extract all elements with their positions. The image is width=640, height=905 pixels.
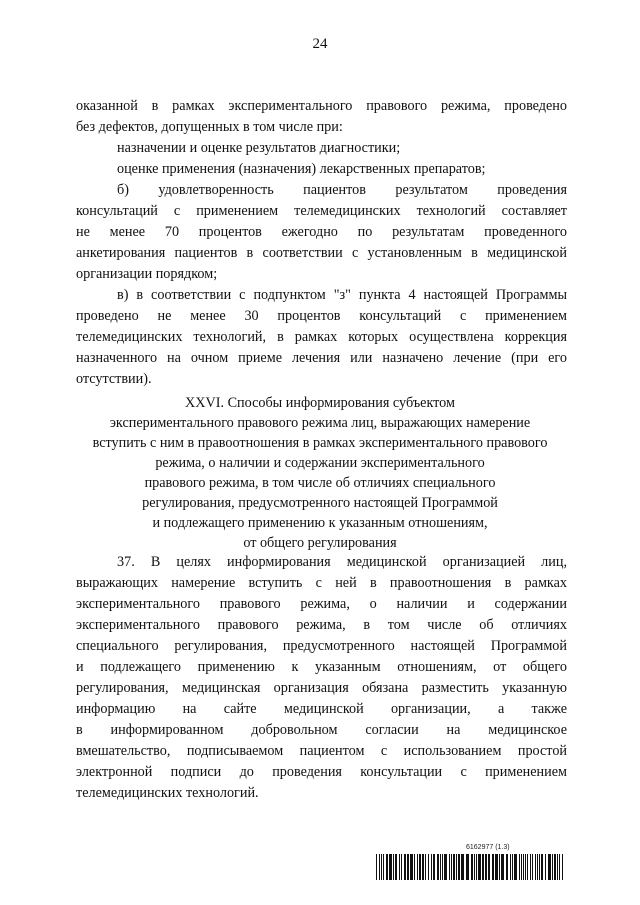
text-line: анкетирования пациентов в соответствии с установленным в медицинской <box>76 245 567 261</box>
text-line: проведено не менее 30 процентов консультаций с применением <box>76 308 567 324</box>
text-line: оценке применения (назначения) лекарственных препаратов; <box>117 161 486 177</box>
text-line: 37. В целях информирования медицинской организацией лиц, <box>117 554 567 570</box>
heading-line: вступить с ним в правоотношения в рамках экспериментального правового <box>92 435 548 451</box>
text-line: в информированном добровольном согласии на медицинское <box>76 722 567 738</box>
text-line: экспериментального правового режима, в том числе об отличиях <box>76 617 567 633</box>
heading-line: XXVI. Способы информирования субъектом <box>185 395 455 411</box>
section-heading <box>60 393 580 553</box>
text-line: консультаций с применением телемедицинских технологий составляет <box>76 203 567 219</box>
text-line: информацию на сайте медицинской организации, а также <box>76 701 567 717</box>
text-line: специального регулирования, предусмотренного настоящей Программой <box>76 638 567 654</box>
text-line: б) удовлетворенность пациентов результатом проведения <box>117 182 567 198</box>
heading-line: правового режима, в том числе об отличиях специального <box>144 475 496 491</box>
paragraph-block-criteria <box>76 96 567 390</box>
text-line: отсутствии). <box>76 371 152 387</box>
text-line: организации порядком; <box>76 266 218 282</box>
text-line: назначенного на очном приеме лечения или назначено лечение (при его <box>76 350 567 366</box>
heading-line: и подлежащего применению к указанным отношениям, <box>152 515 488 531</box>
text-line: электронной подписи до проведения консультации с применением <box>76 764 567 780</box>
text-line: вмешательство, подписываемом пациентом с использованием простой <box>76 743 567 759</box>
text-line: в) в соответствии с подпунктом "з" пункта 4 настоящей Программы <box>117 287 567 303</box>
text-line: и подлежащего применению к указанным отношениям, от общего <box>76 659 567 675</box>
text-line: телемедицинских технологий, в рамках которых осуществлена коррекция <box>76 329 567 345</box>
page-number: 24 <box>312 36 328 52</box>
heading-line: регулирования, предусмотренного настоящей Программой <box>142 495 498 511</box>
text-line: без дефектов, допущенных в том числе при: <box>76 119 343 135</box>
text-line: регулирования, медицинская организация обязана разместить указанную <box>76 680 567 696</box>
text-line: экспериментального правового режима, о наличии и содержании <box>76 596 567 612</box>
barcode <box>376 854 564 880</box>
text-line: телемедицинских технологий. <box>76 785 259 801</box>
text-line: не менее 70 процентов ежегодно по результатам проведенного <box>76 224 567 240</box>
text-line: назначении и оценке результатов диагностики; <box>117 140 401 156</box>
paragraph-37 <box>76 552 567 804</box>
document-code: 6162977 (1.3) <box>466 844 510 851</box>
heading-line: экспериментального правового режима лиц, выражающих намерение <box>109 415 531 431</box>
text-line: оказанной в рамках экспериментального правового режима, проведено <box>76 98 567 114</box>
text-line: выражающих намерение вступить с ней в правоотношения в рамках <box>76 575 567 591</box>
heading-line: от общего регулирования <box>243 535 397 551</box>
heading-line: режима, о наличии и содержании экспериментального <box>155 455 485 471</box>
